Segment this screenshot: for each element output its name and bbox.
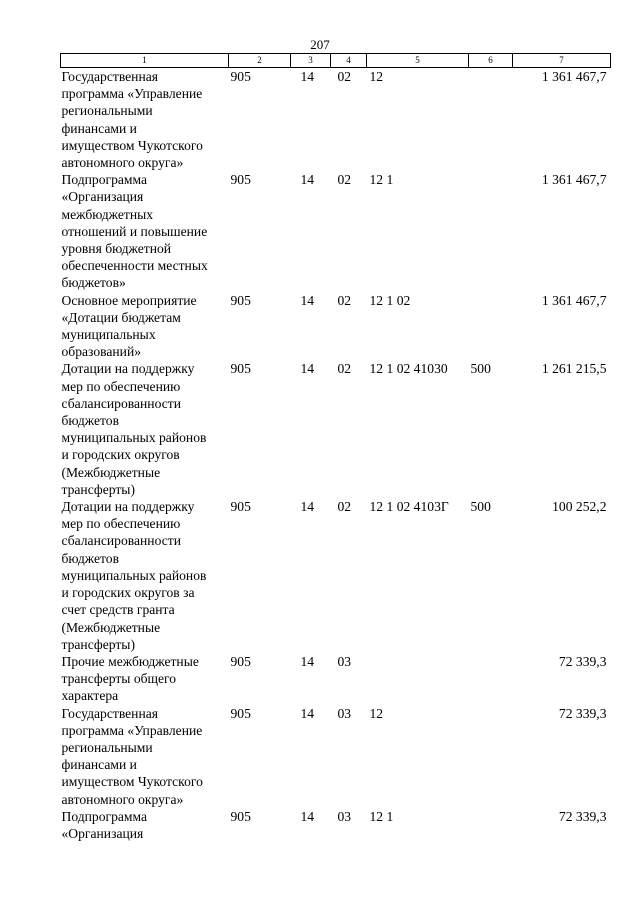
- target-article-cell: 12 1 02 4103Г: [369, 499, 449, 515]
- item-name-line: и городских округов: [61, 447, 180, 463]
- table-row: [61, 498, 611, 653]
- column-number-header-row: [61, 54, 611, 68]
- section-code-cell: 14: [300, 808, 315, 824]
- table-row: [61, 292, 611, 361]
- item-name-line: обеспеченности местных: [61, 258, 208, 274]
- subsection-code-cell: 02: [337, 292, 352, 308]
- section-code-cell: 14: [300, 292, 315, 308]
- target-article-cell: 12: [369, 69, 384, 84]
- target-article-cell: 12 1: [369, 172, 394, 188]
- item-name-cell: [61, 68, 229, 172]
- item-name-line: Подпрограмма: [61, 172, 148, 188]
- table-row: [61, 808, 611, 842]
- table-row: [61, 171, 611, 291]
- item-name-line: автономного округа»: [61, 155, 184, 171]
- section-code-cell: 14: [300, 361, 315, 377]
- budget-table: [60, 53, 611, 842]
- subsection-code-cell: 02: [337, 361, 352, 377]
- amount-cell: 72 339,3: [558, 808, 607, 824]
- item-name-line: трансферты общего: [61, 671, 177, 687]
- expense-type-cell: [469, 653, 513, 705]
- agency-code-cell: 905: [230, 292, 251, 308]
- item-name-line: «Организация: [61, 825, 144, 841]
- item-name-line: сбалансированности: [61, 533, 181, 549]
- target-article-cell: 12: [369, 705, 384, 721]
- item-name-cell: [61, 360, 229, 498]
- item-name-line: трансферты): [61, 636, 135, 652]
- item-name-line: Подпрограмма: [61, 808, 148, 824]
- table-row: [61, 705, 611, 808]
- item-name-line: «Дотации бюджетам: [61, 309, 181, 325]
- amount-cell: 1 361 467,7: [541, 172, 607, 188]
- subsection-code-cell: 03: [337, 705, 352, 721]
- item-name-line: бюджетов: [61, 413, 120, 429]
- agency-code-cell: 905: [230, 653, 251, 669]
- item-name-line: «Организация: [61, 189, 144, 205]
- item-name-cell: [61, 171, 229, 291]
- item-name-line: Прочие межбюджетные: [61, 653, 199, 669]
- column-header-7: 7: [513, 54, 611, 68]
- item-name-line: образований»: [61, 344, 142, 360]
- agency-code-cell: 905: [230, 499, 251, 515]
- item-name-line: имуществом Чукотского: [61, 774, 203, 790]
- subsection-code-cell: 02: [337, 499, 352, 515]
- table-row: [61, 68, 611, 172]
- item-name-line: (Межбюджетные: [61, 464, 161, 480]
- expense-type-cell: [469, 171, 513, 291]
- section-code-cell: 14: [300, 172, 315, 188]
- item-name-line: муниципальных районов: [61, 430, 207, 446]
- amount-cell: 72 339,3: [558, 653, 607, 669]
- table-row: [61, 653, 611, 705]
- agency-code-cell: 905: [230, 705, 251, 721]
- item-name-cell: [61, 653, 229, 705]
- column-header-1: 1: [61, 54, 229, 68]
- agency-code-cell: 905: [230, 808, 251, 824]
- amount-cell: 1 261 215,5: [541, 361, 607, 377]
- expense-type-cell: [469, 292, 513, 361]
- column-header-6: 6: [469, 54, 513, 68]
- target-article-cell: 12 1 02 41030: [369, 361, 448, 377]
- section-code-cell: 14: [300, 705, 315, 721]
- amount-cell: 72 339,3: [558, 705, 607, 721]
- section-code-cell: 14: [300, 499, 315, 515]
- item-name-line: Дотации на поддержку: [61, 361, 195, 377]
- item-name-cell: [61, 808, 229, 842]
- subsection-code-cell: 02: [337, 172, 352, 188]
- item-name-line: сбалансированности: [61, 395, 181, 411]
- item-name-line: и городских округов за: [61, 585, 195, 601]
- item-name-line: счет средств гранта: [61, 602, 175, 618]
- target-article-cell: [367, 653, 469, 705]
- target-article-cell: 12 1: [369, 808, 394, 824]
- item-name-line: Государственная: [61, 705, 159, 721]
- item-name-line: финансами и: [61, 120, 137, 136]
- item-name-line: мер по обеспечению: [61, 516, 181, 532]
- section-code-cell: 14: [300, 69, 315, 84]
- amount-cell: 1 361 467,7: [541, 69, 607, 84]
- item-name-line: мер по обеспечению: [61, 378, 181, 394]
- item-name-line: региональными: [61, 739, 153, 755]
- expense-type-cell: [469, 68, 513, 172]
- agency-code-cell: 905: [230, 69, 251, 84]
- item-name-cell: [61, 292, 229, 361]
- expense-type-cell: [469, 808, 513, 842]
- item-name-line: финансами и: [61, 757, 137, 773]
- item-name-line: программа «Управление: [61, 722, 203, 738]
- item-name-line: муниципальных: [61, 327, 156, 343]
- item-name-cell: [61, 705, 229, 808]
- amount-cell: 100 252,2: [552, 499, 607, 515]
- column-header-3: 3: [291, 54, 331, 68]
- item-name-line: межбюджетных: [61, 206, 154, 222]
- amount-cell: 1 361 467,7: [541, 292, 607, 308]
- item-name-line: отношений и повышение: [61, 223, 208, 239]
- column-header-4: 4: [331, 54, 367, 68]
- item-name-line: бюджетов»: [61, 275, 126, 291]
- budget-rows: [61, 68, 611, 843]
- column-header-5: 5: [367, 54, 469, 68]
- item-name-line: Государственная: [61, 69, 159, 84]
- table-row: [61, 360, 611, 498]
- item-name-line: трансферты): [61, 481, 135, 497]
- expense-type-cell: 500: [470, 361, 491, 377]
- item-name-line: Основное мероприятие: [61, 292, 197, 308]
- page-number: 207: [310, 37, 330, 52]
- item-name-line: Дотации на поддержку: [61, 499, 195, 515]
- item-name-line: (Межбюджетные: [61, 619, 161, 635]
- expense-type-cell: [469, 705, 513, 808]
- item-name-line: программа «Управление: [61, 86, 203, 102]
- section-code-cell: 14: [300, 653, 315, 669]
- subsection-code-cell: 02: [337, 69, 352, 84]
- item-name-cell: [61, 498, 229, 653]
- item-name-line: уровня бюджетной: [61, 241, 172, 257]
- subsection-code-cell: 03: [337, 653, 352, 669]
- item-name-line: имуществом Чукотского: [61, 137, 203, 153]
- item-name-line: характера: [61, 688, 119, 704]
- agency-code-cell: 905: [230, 361, 251, 377]
- item-name-line: региональными: [61, 103, 153, 119]
- subsection-code-cell: 03: [337, 808, 352, 824]
- item-name-line: муниципальных районов: [61, 567, 207, 583]
- target-article-cell: 12 1 02: [369, 292, 411, 308]
- item-name-line: автономного округа»: [61, 791, 184, 807]
- column-header-2: 2: [229, 54, 291, 68]
- agency-code-cell: 905: [230, 172, 251, 188]
- item-name-line: бюджетов: [61, 550, 120, 566]
- expense-type-cell: 500: [470, 499, 491, 515]
